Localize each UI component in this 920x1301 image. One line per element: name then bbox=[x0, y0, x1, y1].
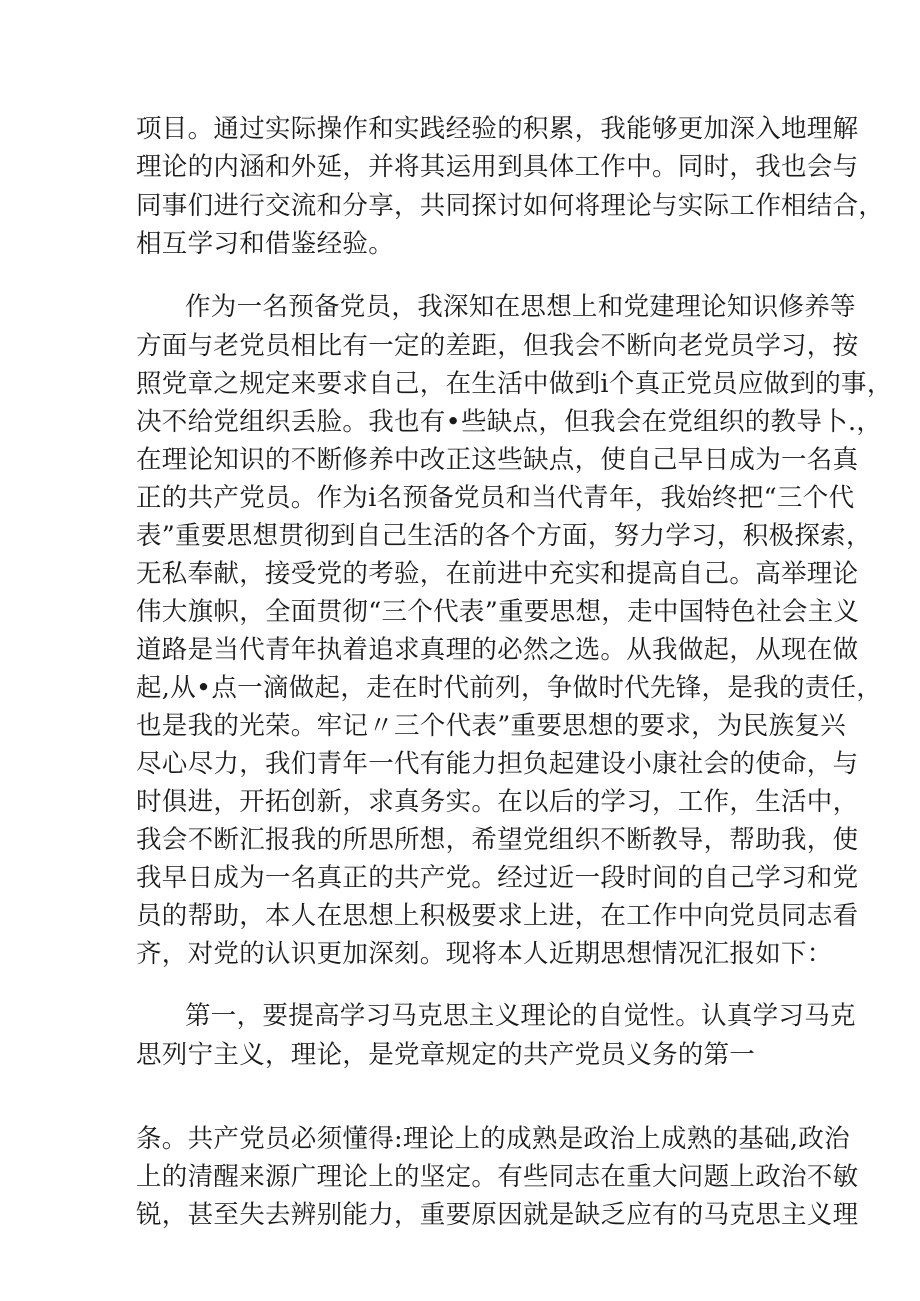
paragraph-3-line-2: 思列宁主义，理论，是党章规定的共产党员义务的第一 bbox=[136, 1040, 756, 1070]
paragraph-2-line-13: 尽心尽力，我们青年一代有能力担负起建设小康社会的使命，与 bbox=[136, 749, 859, 779]
paragraph-3-line-1: 第一，要提高学习马克思主义理论的自觉性。认真学习马克 bbox=[185, 1001, 856, 1031]
paragraph-2-line-16: 我早日成为一名真正的共产党。经过近一段时间的自己学习和党 bbox=[136, 863, 859, 893]
paragraph-1-line-1: 项目。通过实际操作和实践经验的积累，我能够更加深入地理解 bbox=[136, 114, 859, 144]
paragraph-2-line-5: 在理论知识的不断修养中改正这些缺点，使自己早日成为一名真 bbox=[136, 445, 859, 475]
paragraph-4-line-3: 锐，甚至失去辨别能力，重要原因就是缺乏应有的马克思主义理 bbox=[136, 1200, 859, 1230]
paragraph-1-line-3: 同事们进行交流和分享，共同探讨如何将理论与实际工作相结合， bbox=[136, 191, 885, 221]
paragraph-1-line-2: 理论的内涵和外延，并将其运用到具体工作中。同时，我也会与 bbox=[136, 152, 859, 182]
paragraph-2-line-11: 起,从•点一滴做起，走在时代前列，争做时代先锋，是我的责任， bbox=[136, 673, 883, 703]
paragraph-2-line-9: 伟大旗帜，全面贯彻“三个代表”重要思想，走中国特色社会主义 bbox=[136, 597, 860, 627]
paragraph-2-line-10: 道路是当代青年执着追求真理的必然之选。从我做起，从现在做 bbox=[136, 635, 859, 665]
paragraph-2-line-18: 齐，对党的认识更加深刻。现将本人近期思想情况汇报如下： bbox=[136, 939, 833, 969]
paragraph-1-line-4: 相互学习和借鉴经验。 bbox=[136, 229, 395, 259]
paragraph-2-line-17: 员的帮助，本人在思想上积极要求上进，在工作中向党员同志看 bbox=[136, 901, 859, 931]
paragraph-2-line-14: 时俱进，开拓创新，求真务实。在以后的学习，工作，生活中， bbox=[136, 787, 859, 817]
paragraph-2-line-12: 也是我的光荣。牢记〃三个代表”重要思想的要求，为民族复兴 bbox=[136, 711, 846, 741]
paragraph-2-line-15: 我会不断汇报我的所思所想，希望党组织不断教导，帮助我，使 bbox=[136, 825, 859, 855]
paragraph-4-line-1: 条。共产党员必须懂得:理论上的成熟是政治上成熟的基础,政治 bbox=[136, 1124, 850, 1154]
paragraph-2-line-7: 表”重要思想贯彻到自己生活的各个方面，努力学习，积极探索， bbox=[136, 521, 872, 551]
paragraph-2-line-6: 正的共产党员。作为i名预备党员和当代青年，我始终把“三个代 bbox=[136, 483, 855, 513]
paragraph-4-line-2: 上的清醒来源广理论上的坚定。有些同志在重大问题上政治不敏 bbox=[136, 1162, 859, 1192]
paragraph-2-line-4: 决不给党组织丢脸。我也有•些缺点，但我会在党组织的教导卜.， bbox=[136, 407, 883, 437]
paragraph-2-line-1: 作为一名预备党员，我深知在思想上和党建理论知识修养等 bbox=[185, 292, 856, 322]
paragraph-2-line-3: 照党章之规定来要求自己，在生活中做到i个真正党员应做到的事， bbox=[136, 369, 893, 399]
paragraph-2-line-2: 方面与老党员相比有一定的差距，但我会不断向老党员学习，按 bbox=[136, 331, 859, 361]
paragraph-2-line-8: 无私奉献，接受党的考验，在前进中充实和提高自己。高举理论 bbox=[136, 559, 859, 589]
